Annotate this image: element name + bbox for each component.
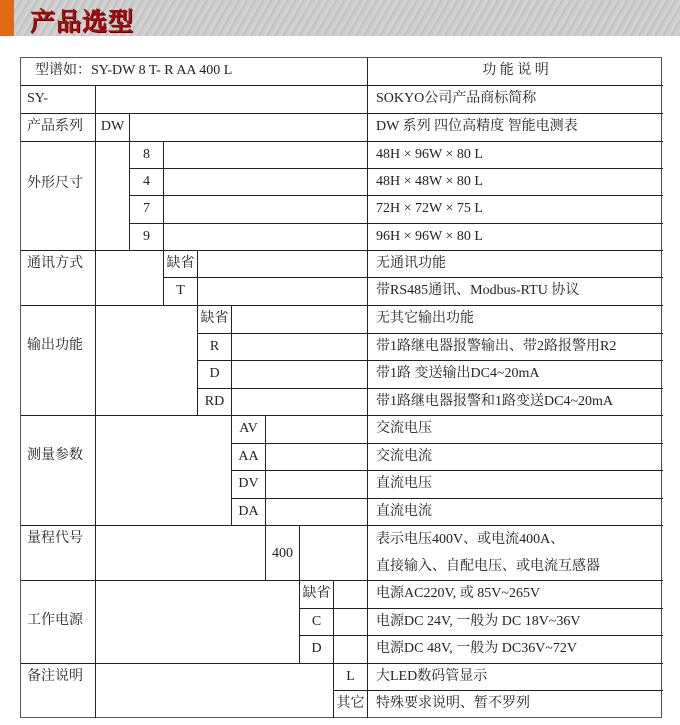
- output-code: R: [198, 334, 232, 361]
- empty-cell: [96, 251, 164, 306]
- empty-cell: [164, 142, 368, 169]
- empty-cell: [266, 471, 368, 499]
- power-code: D: [300, 636, 334, 664]
- empty-cell: [96, 142, 130, 251]
- empty-cell: [232, 334, 368, 361]
- measure-code: DA: [232, 499, 266, 526]
- empty-cell: [164, 169, 368, 196]
- empty-cell: [266, 416, 368, 444]
- output-desc: 带1路继电器报警和1路变送DC4~20mA: [368, 389, 663, 416]
- output-desc: 无其它输出功能: [368, 306, 663, 334]
- empty-cell: [198, 251, 368, 278]
- power-code: 缺省: [300, 581, 334, 609]
- comm-label: 通讯方式: [21, 251, 96, 306]
- series-label: 产品系列: [21, 114, 96, 142]
- empty-cell: [164, 224, 368, 251]
- range-label: 量程代号: [21, 526, 96, 581]
- measure-desc: 交流电流: [368, 444, 663, 471]
- empty-cell: [334, 636, 368, 664]
- output-code: 缺省: [198, 306, 232, 334]
- remark-desc: 特殊要求说明、暂不罗列: [376, 696, 530, 711]
- power-desc: 电源AC220V, 或 85V~265V: [368, 581, 663, 609]
- output-label: 输出功能: [21, 306, 96, 416]
- series-code: DW: [96, 114, 130, 142]
- comm-desc: 带RS485通讯、Modbus-RTU 协议: [368, 278, 663, 306]
- empty-cell: [96, 581, 300, 664]
- size-code: 8: [130, 142, 164, 169]
- empty-cell: [232, 361, 368, 389]
- page-title: 产品选型: [30, 7, 135, 36]
- brand-desc: SOKYO公司产品商标简称: [368, 86, 663, 114]
- range-desc-line1: 表示电压400V、或电流400A、: [376, 532, 565, 547]
- range-code: 400: [266, 526, 300, 581]
- output-code: D: [198, 361, 232, 389]
- measure-code: AA: [232, 444, 266, 471]
- empty-cell: [300, 526, 368, 581]
- selection-table: [20, 57, 662, 718]
- measure-label: 测量参数: [21, 416, 96, 526]
- brand-code: SY-: [21, 86, 96, 114]
- empty-cell: [334, 581, 368, 609]
- empty-cell: [232, 306, 368, 334]
- function-header: 功 能 说 明: [368, 58, 663, 86]
- power-label: 工作电源: [21, 581, 96, 664]
- empty-cell: [232, 389, 368, 416]
- output-code: RD: [198, 389, 232, 416]
- power-desc: 电源DC 24V, 一般为 DC 18V~36V: [368, 609, 663, 636]
- empty-cell: [198, 278, 368, 306]
- remark-code: L: [334, 664, 368, 691]
- header-accent: [0, 0, 14, 36]
- size-code: 9: [130, 224, 164, 251]
- measure-code: DV: [232, 471, 266, 499]
- empty-cell: [130, 114, 368, 142]
- comm-code: T: [164, 278, 198, 306]
- size-desc: 48H × 48W × 80 L: [368, 169, 663, 196]
- size-desc: 72H × 72W × 75 L: [368, 196, 663, 224]
- measure-desc: 直流电压: [368, 471, 663, 499]
- range-desc-line2: 直接输入、自配电压、或电流互感器: [376, 559, 600, 574]
- empty-cell: [266, 444, 368, 471]
- series-desc: DW 系列 四位高精度 智能电测表: [368, 114, 663, 142]
- measure-desc: 直流电流: [368, 499, 663, 526]
- remark-desc: 大LED数码管显示: [368, 664, 663, 691]
- output-desc: 带1路继电器报警输出、带2路报警用R2: [368, 334, 663, 361]
- size-desc: 96H × 96W × 80 L: [368, 224, 663, 251]
- remark-code: 其它: [334, 691, 368, 718]
- empty-cell: [334, 609, 368, 636]
- size-label: 外形尺寸: [21, 142, 96, 251]
- size-code: 7: [130, 196, 164, 224]
- empty-cell: [96, 306, 198, 416]
- measure-code: AV: [232, 416, 266, 444]
- model-example: 型谱如：SY-DW 8 T- R AA 400 L: [21, 58, 368, 86]
- empty-cell: [96, 664, 334, 718]
- size-code: 4: [130, 169, 164, 196]
- measure-desc: 交流电压: [368, 416, 663, 444]
- empty-cell: [96, 526, 266, 581]
- empty-cell: [96, 416, 232, 526]
- power-desc: 电源DC 48V, 一般为 DC36V~72V: [368, 636, 663, 664]
- empty-cell: [164, 196, 368, 224]
- range-desc: [368, 526, 663, 581]
- comm-desc: 无通讯功能: [368, 251, 663, 278]
- comm-code: 缺省: [164, 251, 198, 278]
- empty-cell: [96, 86, 368, 114]
- empty-cell: [266, 499, 368, 526]
- power-code: C: [300, 609, 334, 636]
- remark-label: 备注说明: [21, 664, 96, 718]
- output-desc: 带1路 变送输出DC4~20mA: [368, 361, 663, 389]
- size-desc: 48H × 96W × 80 L: [368, 142, 663, 169]
- header-bar: [0, 0, 680, 36]
